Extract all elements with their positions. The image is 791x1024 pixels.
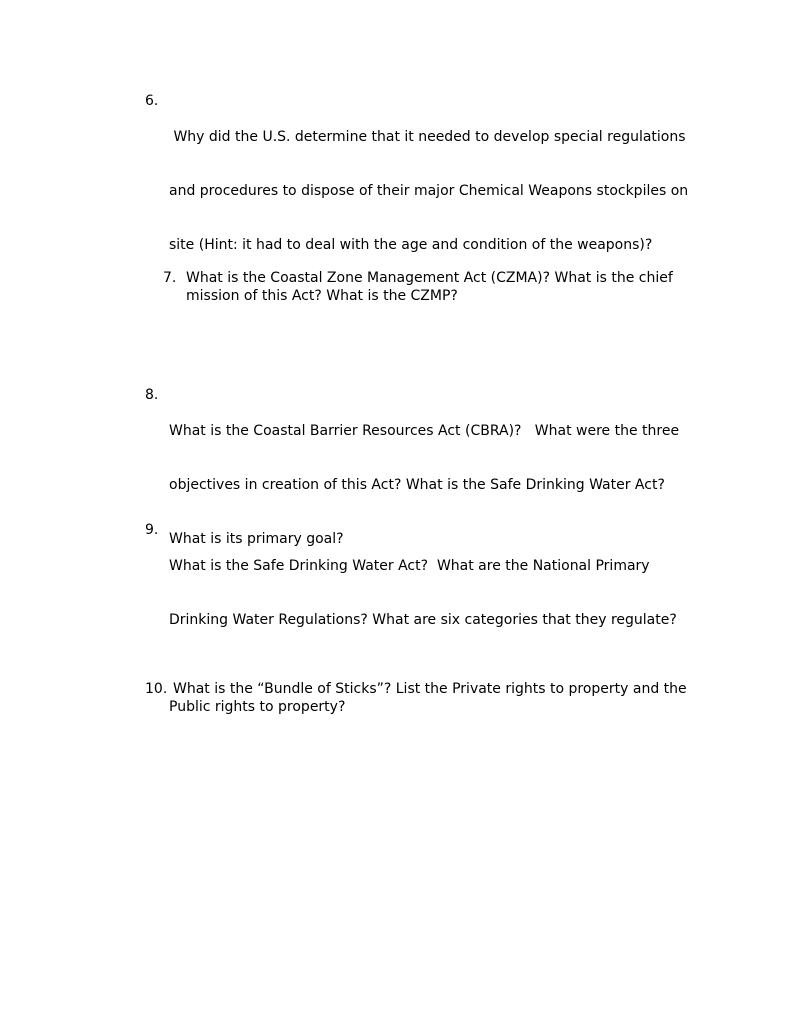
question-number: 6. [145, 93, 159, 109]
question-number: 8. [145, 387, 159, 403]
question-line: What is the Safe Drinking Water Act? What are the National Primary [169, 558, 650, 574]
question-line: What is the “Bundle of Sticks”? List the Private rights to property and the [173, 681, 687, 697]
question-line: and procedures to dispose of their major Chemical Weapons stockpiles on [169, 183, 689, 199]
question-line: Why did the U.S. determine that it needed to develop special regulations [169, 129, 686, 145]
question-number: 9. [145, 522, 159, 538]
question-number: 10. [145, 681, 168, 697]
question-line: site (Hint: it had to deal with the age and condition of the weapons)? [169, 237, 653, 253]
question-line: mission of this Act? What is the CZMP? [186, 288, 458, 304]
question-text [169, 521, 677, 665]
question-line: Public rights to property? [169, 699, 346, 715]
question-line: What is its primary goal? [169, 531, 344, 547]
question-text [169, 680, 687, 716]
question-line: What is the Coastal Barrier Resources Act (CBRA)? What were the three [169, 423, 680, 439]
question-text [169, 92, 688, 290]
question-line: objectives in creation of this Act? What is the Safe Drinking Water Act? [169, 477, 665, 493]
question-line: What is the Coastal Zone Management Act (CZMA)? What is the chief [186, 270, 673, 286]
question-text [186, 269, 673, 305]
question-line: Drinking Water Regulations? What are six categories that they regulate? [169, 612, 677, 628]
question-number: 7. [163, 270, 177, 286]
